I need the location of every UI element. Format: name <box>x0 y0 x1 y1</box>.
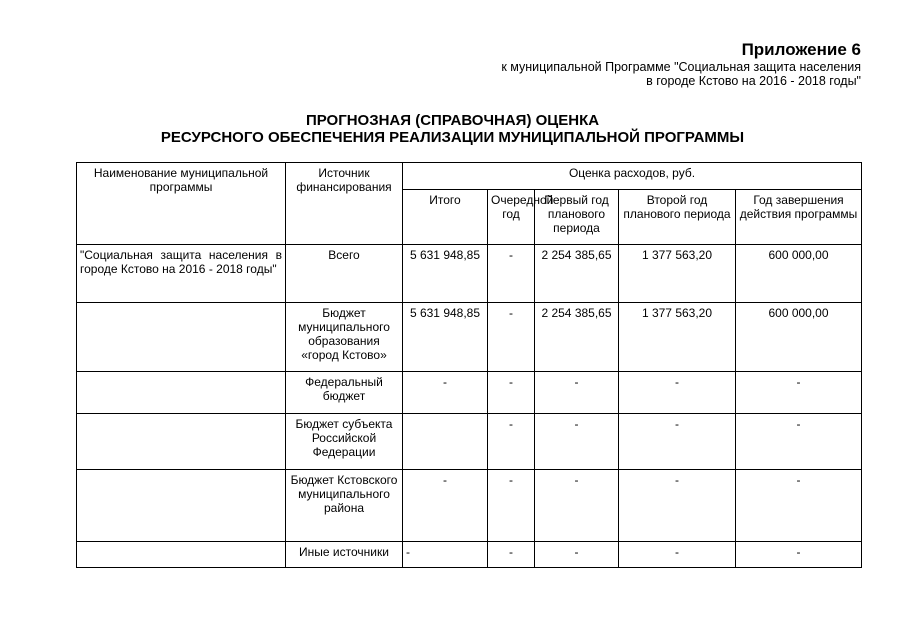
cell-current-year: - <box>488 414 535 470</box>
cell-total: - <box>403 542 488 568</box>
resource-table <box>76 162 862 568</box>
cell-program <box>77 414 286 470</box>
cell-first-year: - <box>535 470 619 542</box>
cell-first-year: 2 254 385,65 <box>535 245 619 303</box>
appendix-line-2: в городе Кстово на 2016 - 2018 годы" <box>646 74 861 88</box>
cell-program <box>77 303 286 372</box>
cell-first-year: - <box>535 414 619 470</box>
cell-current-year: - <box>488 303 535 372</box>
table-row <box>77 470 862 542</box>
cell-total: - <box>403 372 488 414</box>
cell-program <box>77 372 286 414</box>
cell-second-year: - <box>619 414 736 470</box>
cell-completion-year: 600 000,00 <box>736 245 862 303</box>
cell-program <box>77 470 286 542</box>
cell-completion-year: 600 000,00 <box>736 303 862 372</box>
cell-first-year: - <box>535 372 619 414</box>
cell-first-year: - <box>535 542 619 568</box>
cell-source: Федеральный бюджет <box>286 372 403 414</box>
cell-total <box>403 414 488 470</box>
header-current-year: Очередной год <box>488 190 535 245</box>
cell-source: Бюджет муниципального образования «город Кстово» <box>286 303 403 372</box>
cell-second-year: 1 377 563,20 <box>619 245 736 303</box>
cell-second-year: - <box>619 470 736 542</box>
header-row-1 <box>77 163 862 190</box>
cell-completion-year: - <box>736 542 862 568</box>
heading-line-2: РЕСУРСНОГО ОБЕСПЕЧЕНИЯ РЕАЛИЗАЦИИ МУНИЦИПАЛЬНОЙ ПРОГРАММЫ <box>160 129 745 146</box>
table-row <box>77 372 862 414</box>
cell-total: - <box>403 470 488 542</box>
document-heading <box>0 112 905 146</box>
cell-total: 5 631 948,85 <box>403 245 488 303</box>
header-total: Итого <box>403 190 488 245</box>
header-completion-year: Год завершения действия программы <box>736 190 862 245</box>
cell-completion-year: - <box>736 372 862 414</box>
table-row <box>77 414 862 470</box>
header-source: Источник финансирования <box>286 163 403 245</box>
cell-source: Всего <box>286 245 403 303</box>
cell-current-year: - <box>488 470 535 542</box>
table-row <box>77 245 862 303</box>
appendix-title: Приложение 6 <box>741 40 861 59</box>
header-second-year: Второй год планового периода <box>619 190 736 245</box>
cell-current-year: - <box>488 542 535 568</box>
cell-total: 5 631 948,85 <box>403 303 488 372</box>
cell-completion-year: - <box>736 470 862 542</box>
table-row <box>77 542 862 568</box>
cell-first-year: 2 254 385,65 <box>535 303 619 372</box>
header-estimate: Оценка расходов, руб. <box>403 163 862 190</box>
cell-current-year: - <box>488 245 535 303</box>
cell-program <box>77 542 286 568</box>
cell-second-year: - <box>619 542 736 568</box>
cell-second-year: 1 377 563,20 <box>619 303 736 372</box>
cell-source: Бюджет субъекта Российской Федерации <box>286 414 403 470</box>
table-row <box>77 303 862 372</box>
cell-completion-year: - <box>736 414 862 470</box>
cell-second-year: - <box>619 372 736 414</box>
cell-current-year: - <box>488 372 535 414</box>
heading-line-1: ПРОГНОЗНАЯ (СПРАВОЧНАЯ) ОЦЕНКА <box>305 112 600 129</box>
cell-source: Иные источники <box>286 542 403 568</box>
appendix-block <box>501 40 861 88</box>
cell-program: "Социальная защита населения в городе Кстово на 2016 - 2018 годы" <box>77 245 286 303</box>
appendix-line-1: к муниципальной Программе "Социальная защита населения <box>501 60 861 74</box>
cell-source: Бюджет Кстовского муниципального района <box>286 470 403 542</box>
header-program-name: Наименование муниципальной программы <box>77 163 286 245</box>
header-first-year: Первый год планового периода <box>535 190 619 245</box>
